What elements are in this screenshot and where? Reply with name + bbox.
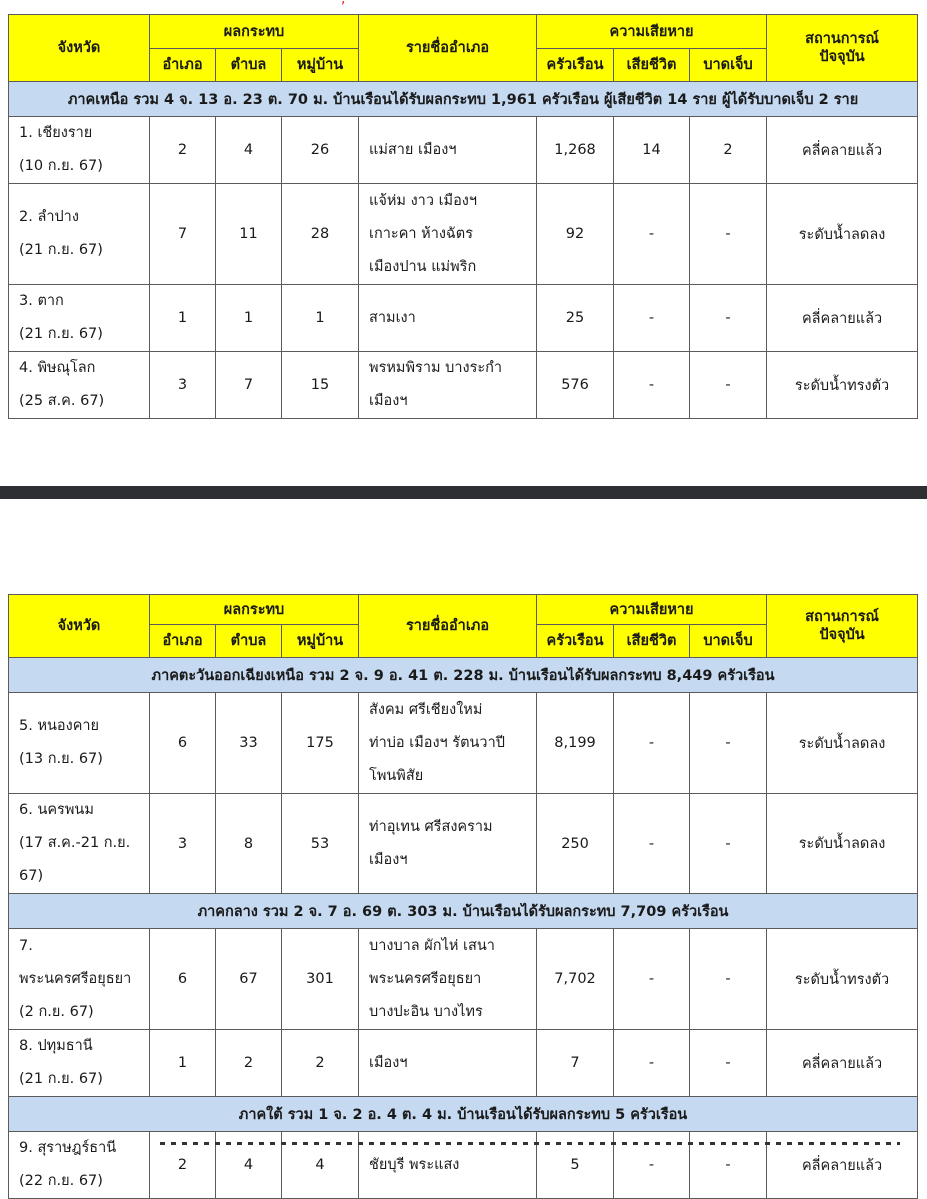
province-cell <box>9 352 150 419</box>
injured-value: - <box>690 929 767 1030</box>
district-line: บางบาล ผักไห่ เสนา <box>369 937 495 954</box>
households-value: 7 <box>537 1030 614 1097</box>
status-cell: คลี่คลายแล้ว <box>767 1132 918 1199</box>
village-count: 2 <box>282 1030 359 1097</box>
district-list-cell <box>359 794 537 894</box>
district-list-cell <box>359 352 537 419</box>
header-deaths: เสียชีวิต <box>614 49 690 82</box>
header-status: สถานการณ์ ปัจจุบัน <box>767 595 918 658</box>
event-date: (22 ก.ย. 67) <box>19 1173 103 1189</box>
header-impact: ผลกระทบ <box>150 15 359 49</box>
households-value: 1,268 <box>537 117 614 184</box>
tambon-count: 4 <box>216 117 282 184</box>
tambon-count: 8 <box>216 794 282 894</box>
flood-impact-table-north <box>8 14 918 419</box>
province-cell <box>9 184 150 285</box>
region-summary: ภาคตะวันออกเฉียงเหนือ รวม 2 จ. 9 อ. 41 ต. 228 ม. บ้านเรือนได้รับผลกระทบ 8,449 ครัวเรือน <box>9 658 918 693</box>
amphoe-count: 3 <box>150 794 216 894</box>
region-summary: ภาคเหนือ รวม 4 จ. 13 อ. 23 ต. 70 ม. บ้านเรือนได้รับผลกระทบ 1,961 ครัวเรือน ผู้เสียชีวิต 14 ราย ผู้ได้รับบาดเจ็บ 2 ราย <box>9 82 918 117</box>
deaths-value: - <box>614 352 690 419</box>
district-line: บางปะอิน บางไทร <box>369 1003 483 1020</box>
tambon-count: 7 <box>216 352 282 419</box>
province-cell <box>9 1030 150 1097</box>
province-name: 9. สุราษฎร์ธานี <box>19 1140 117 1156</box>
province-cell <box>9 794 150 894</box>
header-damage: ความเสียหาย <box>537 15 767 49</box>
header-impact: ผลกระทบ <box>150 595 359 625</box>
event-date: (2 ก.ย. 67) <box>19 1003 94 1020</box>
province-name: 4. พิษณุโลก <box>19 360 96 376</box>
district-list-cell <box>359 184 537 285</box>
village-count: 4 <box>282 1132 359 1199</box>
province-name: 2. ลำปาง <box>19 209 79 225</box>
deaths-value: - <box>614 1132 690 1199</box>
flood-impact-table-other-regions <box>8 594 918 1199</box>
table-row <box>9 693 918 794</box>
tambon-count: 33 <box>216 693 282 794</box>
header-amphoe: อำเภอ <box>150 625 216 658</box>
district-list-cell <box>359 117 537 184</box>
injured-value: - <box>690 1030 767 1097</box>
tambon-count: 2 <box>216 1030 282 1097</box>
province-name: 3. ตาก <box>19 293 64 309</box>
province-name: 6. นครพนม <box>19 802 94 818</box>
status-cell: ระดับน้ำลดลง <box>767 794 918 894</box>
tambon-count: 4 <box>216 1132 282 1199</box>
header-province: จังหวัด <box>9 595 150 658</box>
region-summary-row <box>9 894 918 929</box>
district-line: สามเงา <box>369 309 416 326</box>
status-cell: ระดับน้ำทรงตัว <box>767 929 918 1030</box>
injured-value: 2 <box>690 117 767 184</box>
header-village: หมู่บ้าน <box>282 625 359 658</box>
village-count: 53 <box>282 794 359 894</box>
amphoe-count: 2 <box>150 1132 216 1199</box>
clipped-red-mark <box>341 0 355 4</box>
households-value: 8,199 <box>537 693 614 794</box>
header-district-list: รายชื่ออำเภอ <box>359 15 537 82</box>
tambon-count: 11 <box>216 184 282 285</box>
district-line: แจ้ห่ม งาว เมืองฯ <box>369 192 478 209</box>
status-cell: คลี่คลายแล้ว <box>767 285 918 352</box>
table-row <box>9 285 918 352</box>
region-summary: ภาคกลาง รวม 2 จ. 7 อ. 69 ต. 303 ม. บ้านเรือนได้รับผลกระทบ 7,709 ครัวเรือน <box>9 894 918 929</box>
table-row <box>9 352 918 419</box>
header-tambon: ตำบล <box>216 49 282 82</box>
amphoe-count: 6 <box>150 693 216 794</box>
header-injured: บาดเจ็บ <box>690 625 767 658</box>
header-district-list: รายชื่ออำเภอ <box>359 595 537 658</box>
status-cell: ระดับน้ำลดลง <box>767 184 918 285</box>
households-value: 5 <box>537 1132 614 1199</box>
injured-value: - <box>690 693 767 794</box>
event-date: (21 ก.ย. 67) <box>19 1071 103 1087</box>
header-households: ครัวเรือน <box>537 49 614 82</box>
amphoe-count: 3 <box>150 352 216 419</box>
table-row <box>9 794 918 894</box>
village-count: 15 <box>282 352 359 419</box>
district-line: พรหมพิราม บางระกำ <box>369 360 503 376</box>
header-village: หมู่บ้าน <box>282 49 359 82</box>
amphoe-count: 2 <box>150 117 216 184</box>
deaths-value: - <box>614 794 690 894</box>
households-value: 7,702 <box>537 929 614 1030</box>
event-date: (25 ส.ค. 67) <box>19 393 105 409</box>
district-line: สังคม ศรีเชียงใหม่ <box>369 701 483 718</box>
injured-value: - <box>690 285 767 352</box>
village-count: 175 <box>282 693 359 794</box>
province-cell <box>9 117 150 184</box>
table-row <box>9 184 918 285</box>
injured-value: - <box>690 184 767 285</box>
deaths-value: - <box>614 693 690 794</box>
province-cell <box>9 929 150 1030</box>
district-line: เมืองฯ <box>369 1054 408 1071</box>
district-list-cell <box>359 929 537 1030</box>
district-list-cell <box>359 285 537 352</box>
province-name: 5. หนองคาย <box>19 718 100 734</box>
status-cell: คลี่คลายแล้ว <box>767 117 918 184</box>
region-summary-row <box>9 658 918 693</box>
region-summary-row <box>9 1097 918 1132</box>
deaths-value: - <box>614 929 690 1030</box>
event-date: (21 ก.ย. 67) <box>19 326 103 342</box>
clipped-footnote-text <box>160 1139 900 1147</box>
deaths-value: 14 <box>614 117 690 184</box>
event-date: (13 ก.ย. 67) <box>19 751 103 767</box>
amphoe-count: 6 <box>150 929 216 1030</box>
amphoe-count: 1 <box>150 285 216 352</box>
province-cell <box>9 285 150 352</box>
province-name: 1. เชียงราย <box>19 125 93 141</box>
section-divider <box>0 486 927 499</box>
status-cell: ระดับน้ำลดลง <box>767 693 918 794</box>
village-count: 26 <box>282 117 359 184</box>
amphoe-count: 7 <box>150 184 216 285</box>
deaths-value: - <box>614 285 690 352</box>
deaths-value: - <box>614 1030 690 1097</box>
header-damage: ความเสียหาย <box>537 595 767 625</box>
district-line: เมืองปาน แม่พริก <box>369 258 477 275</box>
tambon-count: 67 <box>216 929 282 1030</box>
header-tambon: ตำบล <box>216 625 282 658</box>
district-line: โพนพิสัย <box>369 767 424 784</box>
district-line: ชัยบุรี พระแสง <box>369 1156 460 1173</box>
district-line: เกาะคา ห้างฉัตร <box>369 225 474 242</box>
village-count: 301 <box>282 929 359 1030</box>
amphoe-count: 1 <box>150 1030 216 1097</box>
province-cell <box>9 1132 150 1199</box>
injured-value: - <box>690 352 767 419</box>
header-province: จังหวัด <box>9 15 150 82</box>
region-summary: ภาคใต้ รวม 1 จ. 2 อ. 4 ต. 4 ม. บ้านเรือนได้รับผลกระทบ 5 ครัวเรือน <box>9 1097 918 1132</box>
header-households: ครัวเรือน <box>537 625 614 658</box>
event-date: (21 ก.ย. 67) <box>19 242 103 258</box>
district-list-cell <box>359 693 537 794</box>
status-cell: คลี่คลายแล้ว <box>767 1030 918 1097</box>
header-injured: บาดเจ็บ <box>690 49 767 82</box>
region-summary-row <box>9 82 918 117</box>
households-value: 92 <box>537 184 614 285</box>
households-value: 250 <box>537 794 614 894</box>
table-row <box>9 929 918 1030</box>
header-amphoe: อำเภอ <box>150 49 216 82</box>
table-row <box>9 117 918 184</box>
district-line: เมืองฯ <box>369 393 408 409</box>
event-date: (17 ส.ค.-21 ก.ย. 67) <box>19 835 131 884</box>
province-name: 8. ปทุมธานี <box>19 1038 93 1054</box>
status-cell: ระดับน้ำทรงตัว <box>767 352 918 419</box>
header-status: สถานการณ์ ปัจจุบัน <box>767 15 918 82</box>
header-deaths: เสียชีวิต <box>614 625 690 658</box>
district-line: แม่สาย เมืองฯ <box>369 141 457 158</box>
tambon-count: 1 <box>216 285 282 352</box>
village-count: 28 <box>282 184 359 285</box>
district-line: พระนครศรีอยุธยา <box>369 970 482 987</box>
province-name: 7. พระนครศรีอยุธยา <box>19 937 132 987</box>
district-list-cell <box>359 1030 537 1097</box>
district-line: ท่าบ่อ เมืองฯ รัตนวาปี <box>369 734 505 751</box>
district-line: ท่าอุเทน ศรีสงคราม เมืองฯ <box>369 818 493 868</box>
deaths-value: - <box>614 184 690 285</box>
injured-value: - <box>690 794 767 894</box>
injured-value: - <box>690 1132 767 1199</box>
event-date: (10 ก.ย. 67) <box>19 158 103 174</box>
table-row <box>9 1030 918 1097</box>
province-cell <box>9 693 150 794</box>
households-value: 25 <box>537 285 614 352</box>
households-value: 576 <box>537 352 614 419</box>
village-count: 1 <box>282 285 359 352</box>
